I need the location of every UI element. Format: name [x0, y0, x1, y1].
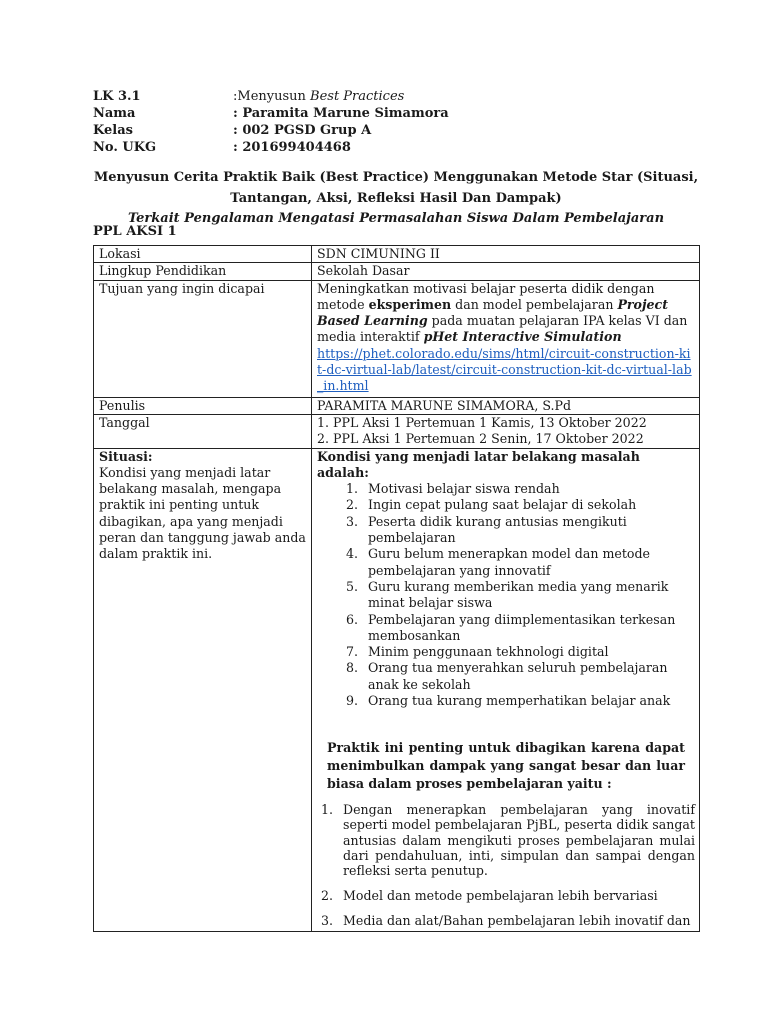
- list-item: 5. Guru kurang memberikan media yang menarik minat belajar siswa: [362, 579, 695, 612]
- section-label: PPL AKSI 1: [93, 224, 177, 239]
- lk-label: LK 3.1: [93, 89, 141, 104]
- tujuan-bold-phet: pHet Interactive Simulation: [423, 329, 622, 345]
- list-item: 9. Orang tua kurang memperhatikan belajar anak: [362, 693, 695, 709]
- tujuan-bold-pjbl: Project Based Learning: [317, 296, 669, 329]
- ukg-value: : 201699404468: [233, 140, 351, 155]
- lokasi-label: Lokasi: [94, 246, 312, 263]
- spacer: [317, 709, 695, 739]
- list-item: 3. Peserta didik kurang antusias mengikuti pembelajaran: [362, 514, 695, 547]
- table-row-tanggal: [94, 414, 700, 448]
- tanggal-value: [312, 414, 700, 448]
- situasi-cell: [94, 448, 312, 931]
- list-item: 4. Guru belum menerapkan model dan metode pembelajaran yang innovatif: [362, 546, 695, 579]
- table-row-situasi: [94, 448, 700, 931]
- kelas-label: Kelas: [93, 123, 133, 138]
- nama-label: Nama: [93, 106, 136, 121]
- lingkup-value: Sekolah Dasar: [312, 263, 700, 280]
- table-row-lokasi: [94, 246, 700, 263]
- tujuan-text-3: pada muatan pelajaran IPA kelas VI dan media interaktif: [317, 313, 688, 345]
- ukg-label: No. UKG: [93, 140, 157, 155]
- lingkup-label: Lingkup Pendidikan: [94, 263, 312, 280]
- phet-simulation-link[interactable]: https://phet.colorado.edu/sims/html/circuit-construction-kit-dc-virtual-lab/latest/circuit-construction-kit-dc-virtual-lab_in.html: [317, 345, 692, 394]
- lk-row: [93, 88, 449, 105]
- kelas-row: [93, 122, 449, 139]
- kelas-value: : 002 PGSD Grup A: [233, 123, 372, 138]
- situasi-label: Situasi:: [99, 448, 153, 464]
- tanggal-label: Tanggal: [94, 414, 312, 448]
- kondisi-list: [317, 481, 695, 709]
- table-row-penulis: [94, 397, 700, 414]
- dampak-list: [317, 802, 695, 928]
- list-item: 2. Ingin cepat pulang saat belajar di sekolah: [362, 497, 695, 513]
- list-item: 6. Pembelajaran yang diimplementasikan terkesan membosankan: [362, 612, 695, 645]
- lk-value-italic: Best Practices: [310, 89, 405, 104]
- best-practice-table: [93, 245, 700, 932]
- tujuan-value: [312, 280, 700, 397]
- list-item: 1. Dengan menerapkan pembelajaran yang inovatif seperti model pembelajaran PjBL, peserta didik sangat antusias dalam mengikuti proses pembelajaran mulai dari pendahuluan, inti, simpulan dan sampai dengan refleksi serta penutup.: [337, 802, 695, 878]
- situasi-content: [312, 448, 700, 931]
- title-line-3: Terkait Pengalaman Mengatasi Permasalahan Siswa Dalam Pembelajaran: [127, 211, 665, 226]
- penulis-value: PARAMITA MARUNE SIMAMORA, S.Pd: [312, 397, 700, 414]
- nama-value: : Paramita Marune Simamora: [233, 106, 449, 121]
- identity-header: [93, 88, 449, 156]
- table-row-lingkup: [94, 263, 700, 280]
- tujuan-text-1: Meningkatkan motivasi belajar peserta didik dengan metode: [317, 280, 655, 312]
- praktik-heading: Praktik ini penting untuk dibagikan karena dapat menimbulkan dampak yang sangat besar dan luar biasa dalam proses pembelajaran yaitu :: [327, 740, 685, 791]
- tujuan-label: Tujuan yang ingin dicapai: [94, 280, 312, 397]
- nama-row: [93, 105, 449, 122]
- list-item: 2. Model dan metode pembelajaran lebih bervariasi: [337, 888, 695, 903]
- lokasi-value: SDN CIMUNING II: [312, 246, 700, 263]
- situasi-description: Kondisi yang menjadi latar belakang masalah, mengapa praktik ini penting untuk dibagikan, apa yang menjadi peran dan tanggung jawab anda dalam praktik ini.: [99, 464, 306, 562]
- title-line-2: Tantangan, Aksi, Refleksi Hasil Dan Dampak): [230, 190, 562, 206]
- lk-value: [233, 88, 404, 105]
- tanggal-item-2: 2. PPL Aksi 1 Pertemuan 2 Senin, 17 Oktober 2022: [317, 431, 644, 447]
- list-item: 1. Motivasi belajar siswa rendah: [362, 481, 695, 497]
- table-row-tujuan: [94, 280, 700, 397]
- document-title: [93, 168, 699, 230]
- list-item: 7. Minim penggunaan tekhnologi digital: [362, 644, 695, 660]
- lk-value-prefix: :Menyusun: [233, 89, 311, 104]
- penulis-label: Penulis: [94, 397, 312, 414]
- kondisi-heading: Kondisi yang menjadi latar belakang masalah adalah:: [317, 448, 640, 480]
- tujuan-bold-eksperimen: eksperimen: [368, 296, 452, 312]
- title-line-1: Menyusun Cerita Praktik Baik (Best Practice) Menggunakan Metode Star (Situasi,: [93, 170, 699, 185]
- list-item: 3. Media dan alat/Bahan pembelajaran lebih inovatif dan: [337, 913, 695, 928]
- ukg-row: [93, 139, 449, 156]
- tanggal-item-1: 1. PPL Aksi 1 Pertemuan 1 Kamis, 13 Oktober 2022: [317, 414, 647, 430]
- tujuan-text-2: dan model pembelajaran: [451, 296, 618, 312]
- list-item: 8. Orang tua menyerahkan seluruh pembelajaran anak ke sekolah: [362, 660, 695, 693]
